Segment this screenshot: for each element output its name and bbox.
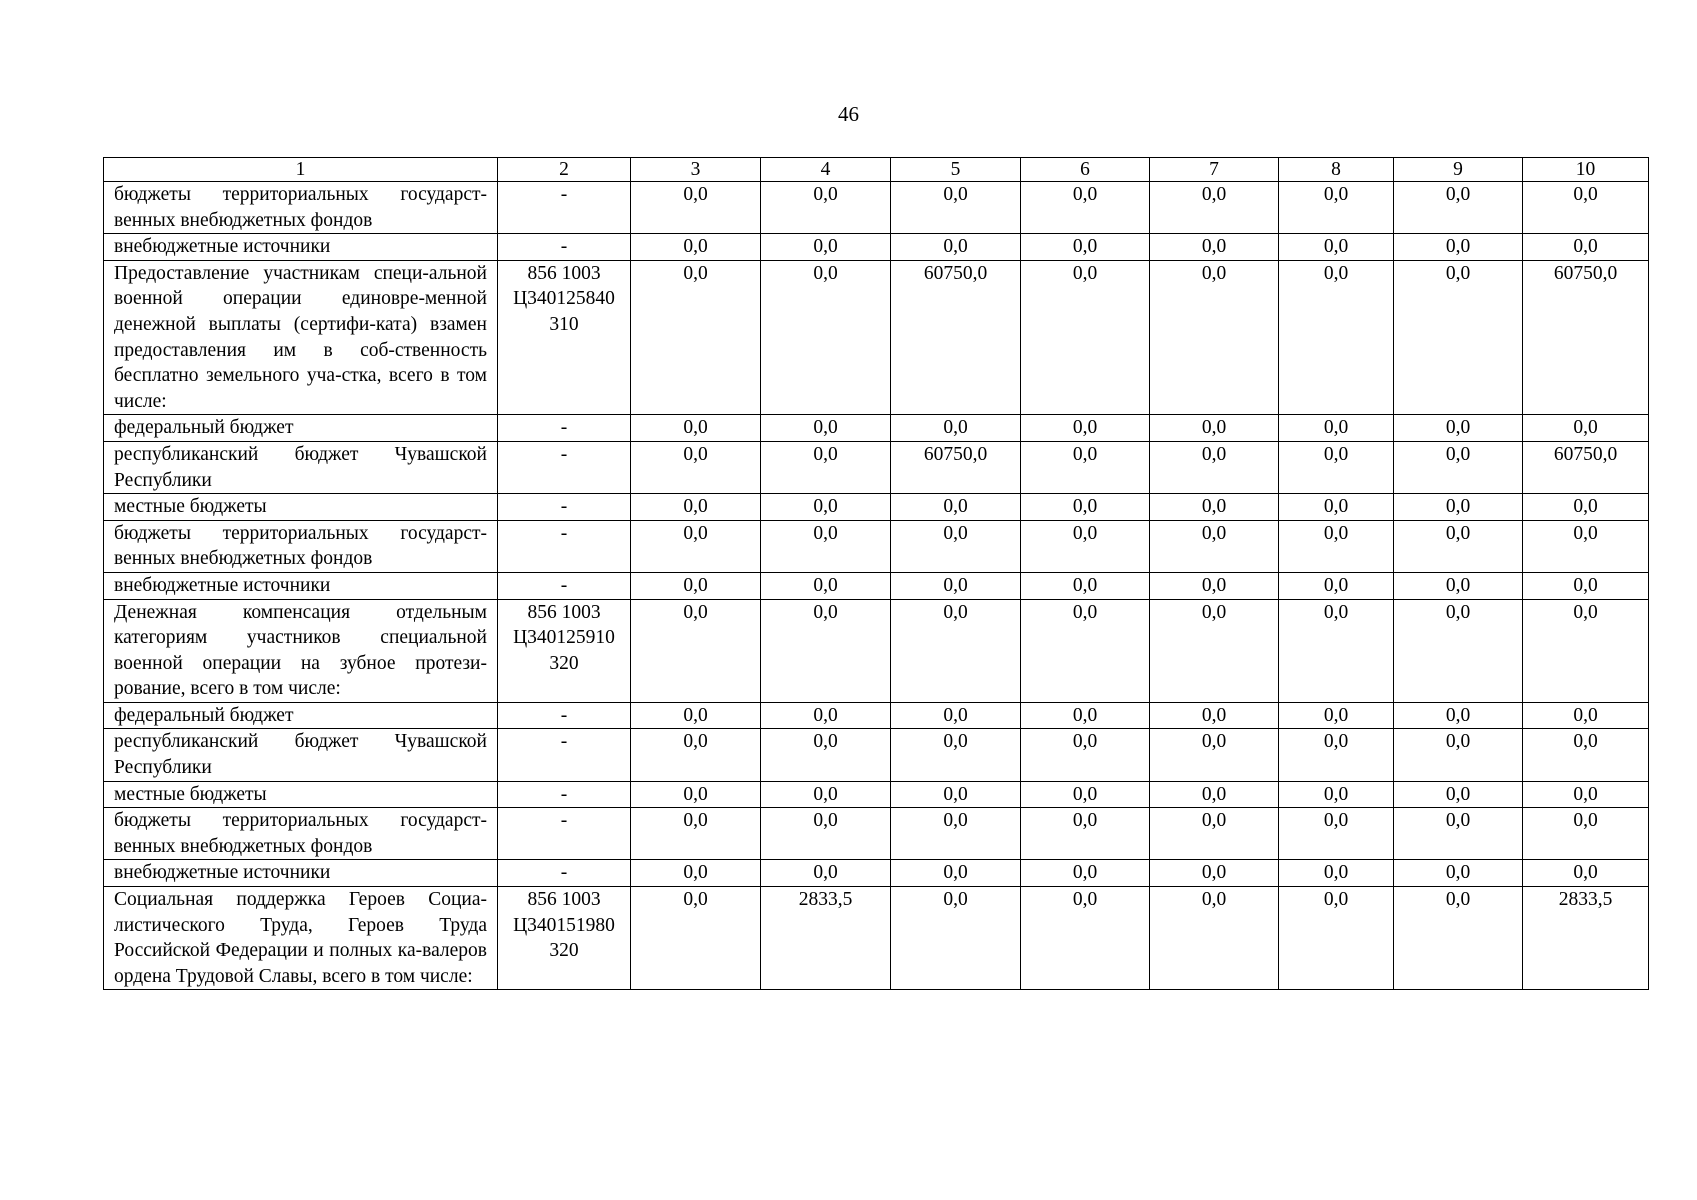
value-cell: 0,0 [1394, 441, 1523, 493]
value-cell: 0,0 [761, 860, 891, 887]
table-row [104, 415, 1649, 442]
value-cell: 0,0 [1150, 702, 1279, 729]
value-cell: 0,0 [1523, 808, 1649, 860]
value-cell: 0,0 [1394, 182, 1523, 234]
value-cell: 0,0 [1523, 234, 1649, 261]
value-cell: 0,0 [761, 494, 891, 521]
table-header-row [104, 158, 1649, 182]
value-cell: 0,0 [631, 860, 761, 887]
row-name-cell: внебюджетные источники [104, 860, 498, 887]
row-name-cell: Денежная компенсация отдельным категориям участников специальной военной операции на зубное протези-рование, всего в том числе: [104, 599, 498, 702]
value-cell: 0,0 [1279, 572, 1394, 599]
value-cell: 0,0 [1523, 520, 1649, 572]
value-cell: 0,0 [1279, 441, 1394, 493]
row-name-cell: бюджеты территориальных государст-венных внебюджетных фондов [104, 808, 498, 860]
value-cell: 0,0 [1021, 781, 1150, 808]
value-cell: 0,0 [1279, 599, 1394, 702]
column-header: 9 [1394, 158, 1523, 182]
value-cell: 0,0 [1150, 415, 1279, 442]
table-row [104, 572, 1649, 599]
value-cell: 0,0 [761, 599, 891, 702]
column-header: 4 [761, 158, 891, 182]
table-row [104, 729, 1649, 781]
column-header: 8 [1279, 158, 1394, 182]
value-cell: 0,0 [1279, 520, 1394, 572]
value-cell: 0,0 [891, 234, 1021, 261]
value-cell: 0,0 [761, 441, 891, 493]
value-cell: 0,0 [1150, 781, 1279, 808]
value-cell: 0,0 [1523, 729, 1649, 781]
value-cell: 0,0 [1394, 702, 1523, 729]
value-cell: 0,0 [1150, 572, 1279, 599]
value-cell: 0,0 [1021, 441, 1150, 493]
row-name-cell: бюджеты территориальных государст-венных внебюджетных фондов [104, 182, 498, 234]
value-cell: 0,0 [761, 182, 891, 234]
value-cell: 0,0 [1394, 234, 1523, 261]
row-code-cell: - [498, 415, 631, 442]
value-cell: 0,0 [1021, 860, 1150, 887]
value-cell: 0,0 [1021, 494, 1150, 521]
row-name-cell: бюджеты территориальных государст-венных внебюджетных фондов [104, 520, 498, 572]
value-cell: 0,0 [1279, 234, 1394, 261]
row-name-cell: республиканский бюджет Чувашской Республики [104, 729, 498, 781]
value-cell: 0,0 [1279, 729, 1394, 781]
value-cell: 0,0 [1021, 182, 1150, 234]
value-cell: 0,0 [891, 572, 1021, 599]
value-cell: 0,0 [761, 781, 891, 808]
value-cell: 0,0 [631, 729, 761, 781]
table-row [104, 808, 1649, 860]
value-cell: 0,0 [891, 520, 1021, 572]
value-cell: 0,0 [1279, 415, 1394, 442]
row-code-cell: 856 1003 Ц340125840 310 [498, 260, 631, 415]
row-name-cell: местные бюджеты [104, 494, 498, 521]
row-name-cell: республиканский бюджет Чувашской Республики [104, 441, 498, 493]
value-cell: 0,0 [891, 182, 1021, 234]
value-cell: 0,0 [1394, 260, 1523, 415]
value-cell: 0,0 [1279, 887, 1394, 990]
value-cell: 0,0 [761, 520, 891, 572]
row-name-cell: Социальная поддержка Героев Социа-листического Труда, Героев Труда Российской Федерации и полных ка-валеров ордена Трудовой Славы, всего в том числе: [104, 887, 498, 990]
value-cell: 0,0 [1150, 887, 1279, 990]
budget-table [103, 157, 1649, 990]
value-cell: 0,0 [631, 887, 761, 990]
value-cell: 0,0 [631, 182, 761, 234]
row-name-cell: Предоставление участникам специ-альной военной операции единовре-менной денежной выплаты (сертифи-ката) взамен предоставления им в соб-ственность бесплатно земельного уча-стка, всего в том числе: [104, 260, 498, 415]
value-cell: 0,0 [1523, 599, 1649, 702]
value-cell: 0,0 [1150, 234, 1279, 261]
page-number: 46 [838, 102, 859, 126]
value-cell: 0,0 [631, 260, 761, 415]
row-code-cell: - [498, 182, 631, 234]
row-name-cell: внебюджетные источники [104, 234, 498, 261]
value-cell: 0,0 [631, 572, 761, 599]
table-row [104, 702, 1649, 729]
row-name-cell: федеральный бюджет [104, 415, 498, 442]
value-cell: 0,0 [1021, 702, 1150, 729]
value-cell: 0,0 [761, 572, 891, 599]
value-cell: 0,0 [1279, 702, 1394, 729]
table-row [104, 860, 1649, 887]
value-cell: 0,0 [1394, 781, 1523, 808]
value-cell: 0,0 [1021, 729, 1150, 781]
row-code-cell: - [498, 520, 631, 572]
value-cell: 0,0 [891, 808, 1021, 860]
value-cell: 0,0 [631, 415, 761, 442]
row-name-cell: местные бюджеты [104, 781, 498, 808]
value-cell: 0,0 [631, 494, 761, 521]
row-code-cell: - [498, 860, 631, 887]
value-cell: 0,0 [891, 415, 1021, 442]
value-cell: 0,0 [761, 808, 891, 860]
value-cell: 0,0 [761, 260, 891, 415]
value-cell: 0,0 [1279, 860, 1394, 887]
value-cell: 0,0 [1021, 415, 1150, 442]
column-header: 5 [891, 158, 1021, 182]
value-cell: 0,0 [1394, 415, 1523, 442]
value-cell: 0,0 [1394, 572, 1523, 599]
value-cell: 0,0 [761, 415, 891, 442]
row-code-cell: - [498, 494, 631, 521]
value-cell: 0,0 [1150, 520, 1279, 572]
value-cell: 0,0 [1394, 860, 1523, 887]
column-header: 6 [1021, 158, 1150, 182]
value-cell: 0,0 [1394, 599, 1523, 702]
value-cell: 0,0 [631, 808, 761, 860]
value-cell: 60750,0 [1523, 441, 1649, 493]
row-code-cell: - [498, 808, 631, 860]
value-cell: 0,0 [891, 729, 1021, 781]
value-cell: 60750,0 [891, 441, 1021, 493]
table-row-program [104, 599, 1649, 702]
row-code-cell: 856 1003 Ц340151980 320 [498, 887, 631, 990]
row-code-cell: - [498, 441, 631, 493]
row-code-cell: - [498, 781, 631, 808]
value-cell: 0,0 [1150, 729, 1279, 781]
value-cell: 0,0 [1523, 182, 1649, 234]
table-row [104, 182, 1649, 234]
table-row-program [104, 260, 1649, 415]
value-cell: 0,0 [891, 702, 1021, 729]
value-cell: 0,0 [1021, 808, 1150, 860]
value-cell: 0,0 [1279, 260, 1394, 415]
value-cell: 0,0 [1150, 599, 1279, 702]
table-row [104, 441, 1649, 493]
value-cell: 0,0 [1021, 887, 1150, 990]
value-cell: 0,0 [1523, 781, 1649, 808]
table-row [104, 234, 1649, 261]
value-cell: 0,0 [631, 599, 761, 702]
value-cell: 0,0 [1394, 808, 1523, 860]
value-cell: 0,0 [631, 781, 761, 808]
value-cell: 0,0 [631, 520, 761, 572]
row-code-cell: - [498, 234, 631, 261]
value-cell: 0,0 [1394, 887, 1523, 990]
value-cell: 0,0 [891, 781, 1021, 808]
value-cell: 0,0 [1523, 860, 1649, 887]
value-cell: 0,0 [1150, 494, 1279, 521]
column-header: 1 [104, 158, 498, 182]
row-name-cell: внебюджетные источники [104, 572, 498, 599]
column-header: 10 [1523, 158, 1649, 182]
value-cell: 0,0 [1279, 182, 1394, 234]
value-cell: 0,0 [1394, 729, 1523, 781]
value-cell: 0,0 [1021, 234, 1150, 261]
value-cell: 0,0 [1150, 808, 1279, 860]
row-code-cell: - [498, 729, 631, 781]
value-cell: 60750,0 [891, 260, 1021, 415]
value-cell: 0,0 [761, 729, 891, 781]
table-row [104, 494, 1649, 521]
value-cell: 0,0 [1021, 520, 1150, 572]
column-header: 7 [1150, 158, 1279, 182]
column-header: 3 [631, 158, 761, 182]
value-cell: 0,0 [1523, 702, 1649, 729]
value-cell: 0,0 [1394, 494, 1523, 521]
value-cell: 0,0 [1279, 781, 1394, 808]
value-cell: 0,0 [631, 441, 761, 493]
value-cell: 0,0 [1021, 260, 1150, 415]
value-cell: 0,0 [891, 860, 1021, 887]
value-cell: 0,0 [761, 234, 891, 261]
column-header: 2 [498, 158, 631, 182]
value-cell: 0,0 [631, 702, 761, 729]
value-cell: 2833,5 [1523, 887, 1649, 990]
value-cell: 0,0 [1150, 860, 1279, 887]
value-cell: 0,0 [1021, 599, 1150, 702]
table-row [104, 520, 1649, 572]
value-cell: 0,0 [761, 702, 891, 729]
row-code-cell: 856 1003 Ц340125910 320 [498, 599, 631, 702]
row-name-cell: федеральный бюджет [104, 702, 498, 729]
value-cell: 0,0 [891, 599, 1021, 702]
value-cell: 0,0 [1150, 260, 1279, 415]
row-code-cell: - [498, 702, 631, 729]
value-cell: 0,0 [1394, 520, 1523, 572]
value-cell: 0,0 [1523, 494, 1649, 521]
value-cell: 60750,0 [1523, 260, 1649, 415]
row-code-cell: - [498, 572, 631, 599]
table-row-program [104, 887, 1649, 990]
value-cell: 0,0 [1279, 494, 1394, 521]
value-cell: 0,0 [1150, 441, 1279, 493]
value-cell: 0,0 [1523, 415, 1649, 442]
value-cell: 0,0 [1523, 572, 1649, 599]
value-cell: 0,0 [631, 234, 761, 261]
value-cell: 0,0 [891, 887, 1021, 990]
value-cell: 0,0 [891, 494, 1021, 521]
table-row [104, 781, 1649, 808]
value-cell: 0,0 [1021, 572, 1150, 599]
value-cell: 0,0 [1150, 182, 1279, 234]
value-cell: 0,0 [1279, 808, 1394, 860]
value-cell: 2833,5 [761, 887, 891, 990]
